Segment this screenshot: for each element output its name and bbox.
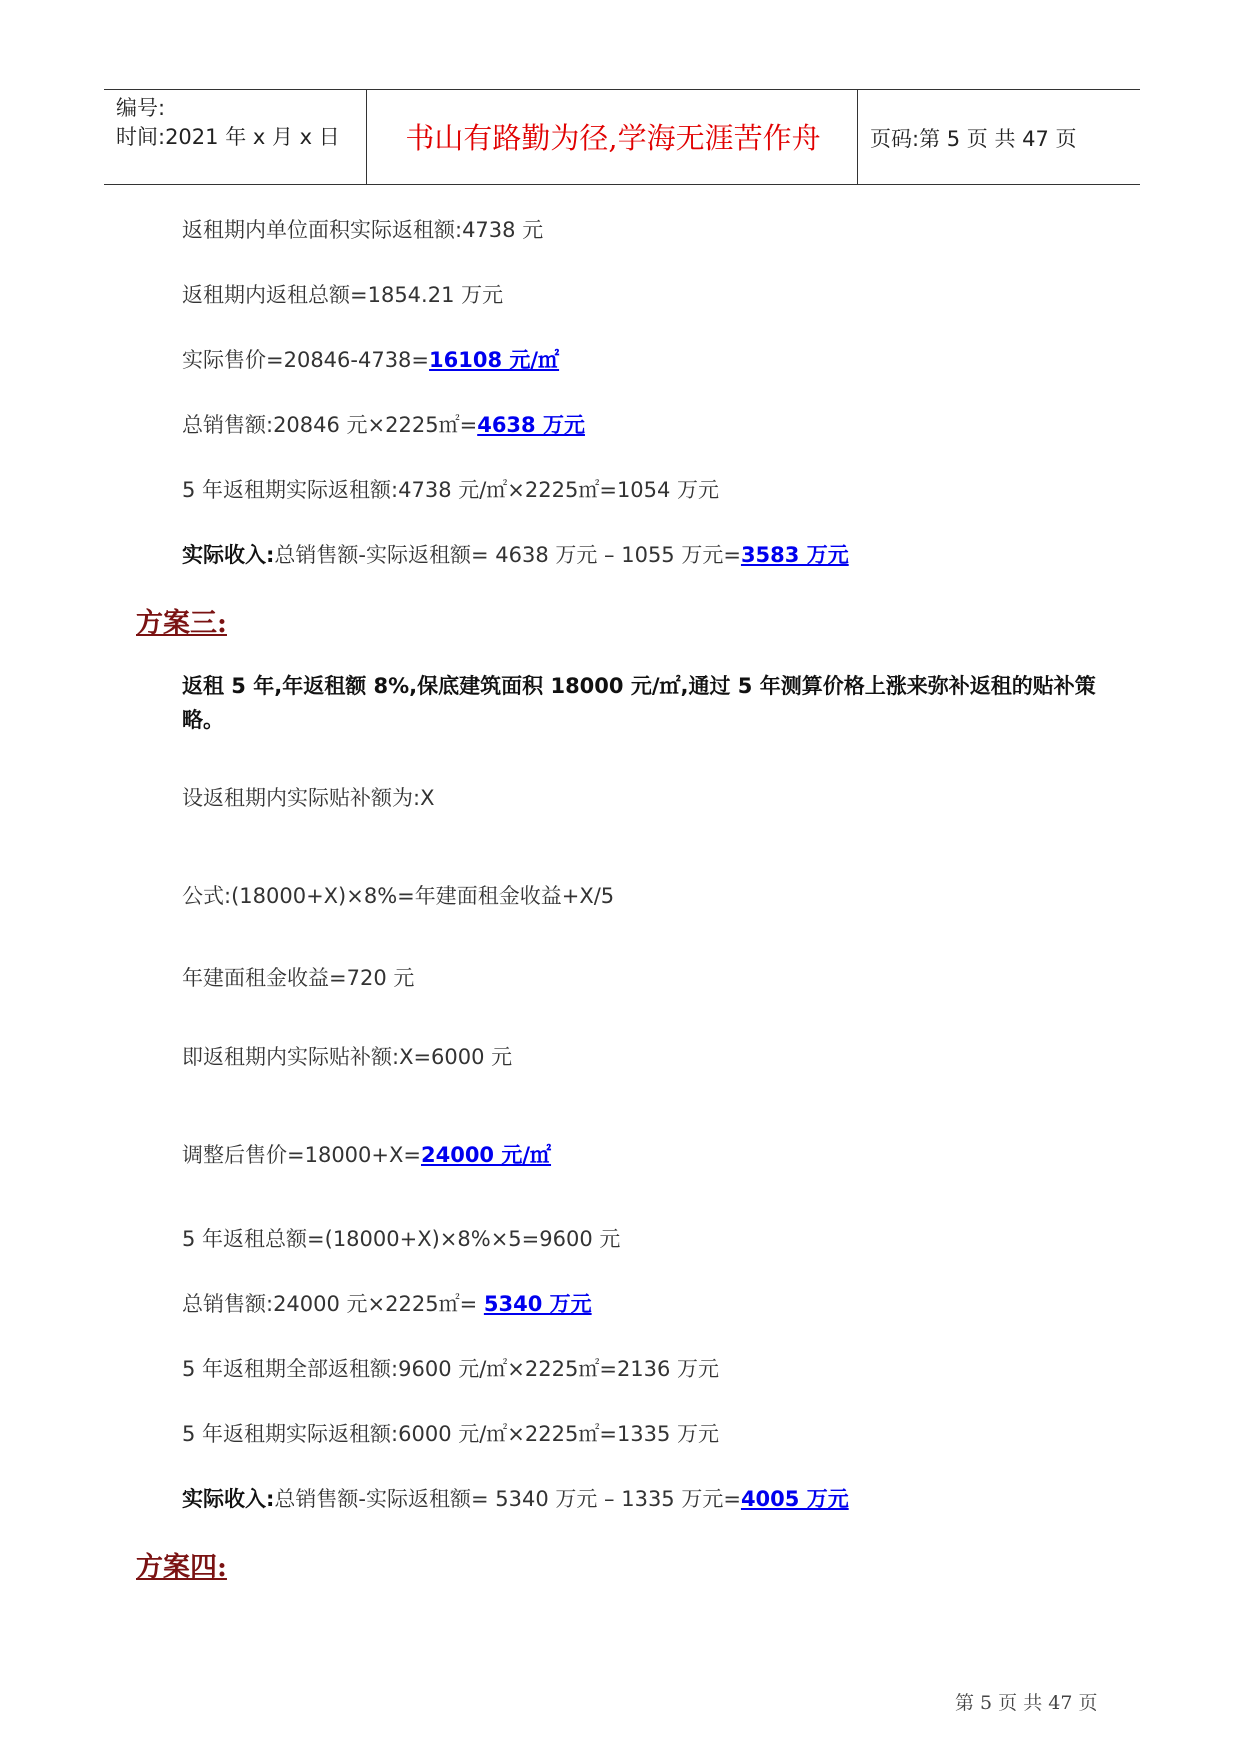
actual-income-label: 实际收入: [182, 543, 275, 567]
actual-income-value: 3583 万元 [740, 543, 849, 567]
page-header [104, 89, 1140, 185]
plan3-actual-income-label: 实际收入: [182, 1487, 275, 1511]
header-divider [366, 90, 367, 184]
plan3-actual-income-text: 总销售额-实际返租额= 5340 万元 – 1335 万元= [274, 1487, 741, 1511]
assume-line: 设返租期内实际贴补额为:X [182, 786, 435, 810]
five-year-actual-refund-line: 5 年返租期实际返租额:6000 元/㎡×2225㎡=1335 万元 [182, 1422, 720, 1446]
annual-rent-line: 年建面租金收益=720 元 [182, 966, 415, 990]
total-sales-line [182, 411, 585, 439]
actual-price-line [182, 346, 559, 374]
total-refund-line: 返租期内返租总额=1854.21 万元 [182, 283, 504, 307]
five-year-total-line: 5 年返租总额=(18000+X)×8%×5=9600 元 [182, 1227, 621, 1251]
plan3-total-sales-line [182, 1290, 592, 1318]
actual-income-text: 总销售额-实际返租额= 4638 万元 – 1055 万元= [274, 543, 741, 567]
unit-refund-line: 返租期内单位面积实际返租额:4738 元 [182, 218, 544, 242]
actual-price-text: 实际售价=20846-4738= [182, 348, 430, 372]
plan4-heading: 方案四: [136, 1552, 227, 1583]
subsidy-line: 即返租期内实际贴补额:X=6000 元 [182, 1045, 513, 1069]
five-year-all-refund-line: 5 年返租期全部返租额:9600 元/㎡×2225㎡=2136 万元 [182, 1357, 720, 1381]
plan3-actual-income-line [182, 1485, 849, 1513]
total-sales-value: 4638 万元 [477, 413, 585, 437]
document-number-label: 编号: [116, 96, 166, 120]
document-date: 时间:2021 年 x 月 x 日 [116, 125, 340, 149]
adjusted-price-value: 24000 元/㎡ [420, 1143, 552, 1167]
plan3-total-sales-value: 5340 万元 [483, 1292, 592, 1316]
plan3-total-sales-text: 总销售额:24000 元×2225㎡= [182, 1292, 484, 1316]
adjusted-price-line [182, 1141, 551, 1169]
actual-income-line [182, 541, 849, 569]
formula-line: 公式:(18000+X)×8%=年建面租金收益+X/5 [182, 884, 615, 908]
header-motto: 书山有路勤为径,学海无涯苦作舟 [405, 121, 821, 155]
adjusted-price-text: 调整后售价=18000+X= [182, 1143, 421, 1167]
actual-price-value: 16108 元/㎡ [429, 348, 560, 372]
plan3-summary: 返租 5 年,年返租额 8%,保底建筑面积 18000 元/㎡,通过 5 年测算价格上涨来弥补返租的贴补策略。 [182, 674, 1096, 732]
plan3-heading: 方案三: [136, 608, 227, 639]
page-footer: 第 5 页 共 47 页 [955, 1692, 1098, 1714]
five-year-refund-line: 5 年返租期实际返租额:4738 元/㎡×2225㎡=1054 万元 [182, 478, 720, 502]
total-sales-text: 总销售额:20846 元×2225㎡= [182, 413, 478, 437]
header-page-number: 页码:第 5 页 共 47 页 [870, 127, 1077, 151]
header-meta [116, 94, 340, 152]
plan3-actual-income-value: 4005 万元 [740, 1487, 849, 1511]
